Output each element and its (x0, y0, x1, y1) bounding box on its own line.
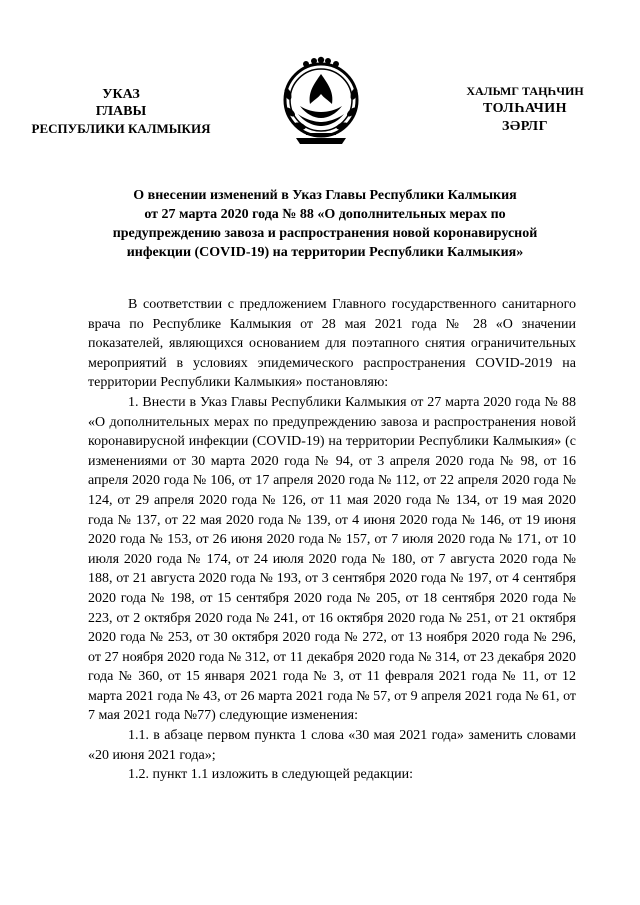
header-right-line2: ТОЛҺАЧИН (482, 101, 568, 116)
header-left-line3: РЕСПУБЛИКИ КАЛМЫКИЯ (31, 121, 211, 136)
header-right (430, 82, 620, 136)
emblem-icon (276, 54, 366, 150)
paragraph-item-1-2: 1.2. пункт 1.1 изложить в следующей редакции: (128, 767, 413, 783)
title-line: инфекции (COVID-19) на территории Республики Калмыкия» (126, 245, 524, 260)
title-line: предупреждению завоза и распространения новой коронавирусной (112, 226, 538, 241)
header-left (20, 86, 222, 137)
header-left-line1: УКАЗ (102, 87, 140, 102)
paragraph-item-1-1: 1.1. в абзаце первом пункта 1 слова «30 мая 2021 года» заменить словами «20 июня 2021 года»; (88, 728, 576, 763)
document-body (88, 295, 576, 785)
document-title (90, 186, 560, 262)
header-right-line1: ХАЛЬМГ ТАҢҺЧИН (466, 84, 584, 98)
title-line: от 27 марта 2020 года № 88 «О дополнительных мерах по (144, 207, 506, 222)
title-line: О внесении изменений в Указ Главы Республики Калмыкия (133, 188, 517, 203)
paragraph-item-1: 1. Внести в Указ Главы Республики Калмыкия от 27 марта 2020 года № 88 «О дополнительных мерах по предупреждению завоза и распространения новой коронавирусной инфекции (COVID-19) на территории Республики Калмыкия» (с изменениями от 30 марта 2020 года № 94, от 3 апреля 2020 года № 98, от 16 апреля 2020 года № 106, от 17 апреля 2020 года № 112, от 22 апреля 2020 года № 124, от 29 апреля 2020 года № 126, от 11 мая 2020 года № 134, от 19 мая 2020 года № 137, от 22 мая 2020 года № 139, от 4 июня 2020 года № 146, от 19 июня 2020 года № 153, от 26 июня 2020 года № 157, от 7 июля 2020 года № 171, от 10 июля 2020 года № 174, от 24 июля 2020 года № 180, от 7 августа 2020 года № 188, от 21 августа 2020 года № 193, от 3 сентября 2020 года № 197, от 4 сентября 2020 года № 198, от 15 сентября 2020 года № 205, от 18 сентября 2020 года № 223, от 2 октября 2020 года № 241, от 16 октября 2020 года № 251, от 21 октября 2020 года № 253, от 30 октября 2020 года № 272, от 13 ноября 2020 года № 296, от 27 ноября 2020 года № 312, от 11 декабря 2020 года № 314, от 23 декабря 2020 года № 360, от 15 января 2021 года № 3, от 11 февраля 2021 года № 11, от 12 марта 2021 года № 43, от 26 марта 2021 года № 57, от 9 апреля 2021 года № 61, от 7 мая 2021 года №77) следующие изменения: (88, 394, 576, 724)
header-right-line3: ЗӘРЛГ (501, 119, 549, 134)
paragraph-preamble: В соответствии с предложением Главного государственного санитарного врача по Республике Калмыкия от 28 мая 2021 года № 28 «О значении показателей, являющихся основанием для поэтапного снятия ограничительных мероприятий в условиях эпидемического распространения COVID-2019 на территории Республики Калмыкия» постановляю: (88, 297, 576, 391)
header-left-line2: ГЛАВЫ (95, 104, 147, 119)
